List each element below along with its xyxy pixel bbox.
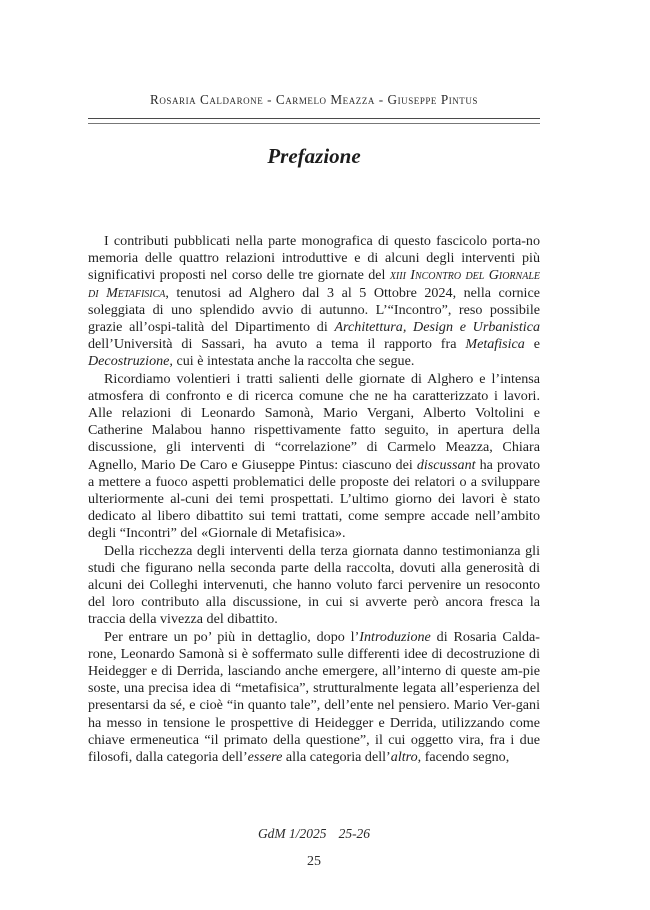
page-title: Prefazione (267, 144, 361, 168)
p4-emphasis-introduzione: Introduzione (359, 628, 431, 645)
p1-text-3: dell’Università di Sassari, ha avuto a tema il rapporto fra (88, 336, 466, 353)
journal-citation (88, 826, 540, 842)
p2-text-2: ha provato a mettere a fuoco aspetti problematici delle proposte dei relatori o a sviluppare ulteriormente al-cuni dei temi prospettati. L’ultimo giorno dei lavori è stato dedicato al libero dibattito sui temi trattati, come sempre accade nell’ambito degli “Incontri” del «Giornale di Metafisica». (88, 456, 540, 542)
p4-emphasis-essere: essere (247, 749, 283, 766)
header-rule-bottom (88, 123, 540, 124)
body-text (88, 233, 540, 766)
p1-text-4: e (524, 336, 540, 353)
p2-emphasis-discussant: discussant (416, 456, 476, 473)
p4-text-4: , facendo segno, (417, 749, 510, 766)
p4-text-1: Per entrare un po’ più in dettaglio, dopo l’ (104, 628, 360, 645)
p3-text-1: Della ricchezza degli interventi della terza giornata danno testimonianza gli studi che figurano nella seconda parte della raccolta, dovuti alla generosità di alcuni dei Colleghi intervenuti, che hanno voluto farci pervenire un resoconto del loro contributo alla discussione, in cui si avverte però ancora fresca la traccia della vivezza del dibattito. (88, 542, 540, 628)
page-number: 25 (307, 854, 321, 869)
p4-text-2: di Rosaria Calda-rone, Leonardo Samonà si è soffermato sulle differenti idee di decostruzione di Heidegger e di Derrida, lasciando anche emergere, all’interno di queste am-pie soste, una precisa idea di “metafisica”, strutturalmente legata all’esperienza del presentarsi da sé, e cioè “in quanto tale”, dell’ente nel pensiero. Mario Ver-gani ha messo in tensione le prospettive di Heidegger e Derrida, utilizzando come chiave ermeneutica “il primato della questione”, il cui oggetto vira, fra i due filosofi, dalla categoria dell’ (88, 628, 541, 766)
p2-text-1: Ricordiamo volentieri i tratti salienti delle giornate di Alghero e l’intensa atmosfera di confronto e di ricerca comune che ne ha caratterizzato i lavori. Alle relazioni di Leonardo Samonà, Mario Vergani, Alberto Voltolini e Catherine Malabou hanno rispettivamente fatto seguito, in apertura della discussione, gli interventi di “correlazione” di Carmelo Meazza, Chiara Agnello, Mario De Caro e Giuseppe Pintus: ciascuno dei (88, 370, 540, 473)
p4-text-3: alla categoria dell’ (282, 749, 391, 766)
paragraph-3 (88, 543, 540, 629)
p1-emphasis-dipartimento: Architettura, Design e Urbanistica (334, 319, 540, 336)
journal-pages: 25-26 (338, 826, 371, 841)
paragraph-2 (88, 371, 540, 543)
p1-emphasis-metafisica: Metafisica (465, 336, 525, 353)
p1-text-1: I contributi pubblicati nella parte monografica di questo fascicolo porta-no memoria delle quattro relazioni introduttive e di alcuni degli interventi più significativi proposti nel corso delle tre giornate del (88, 233, 540, 284)
paragraph-4 (88, 629, 540, 767)
p1-text-2: , tenutosi ad Alghero dal 3 al 5 Ottobre 2024, nella cornice soleggiata di uno splendido avvio di autunno. L’“Incontro”, reso possibile grazie all’ospi-talità del Dipartimento di (88, 284, 540, 336)
p1-text-5: cui è intestata anche la raccolta che segue. (172, 353, 415, 370)
p1-emphasis-incontro: xiii Incontro del Giornale di Metafisica (88, 267, 540, 301)
journal-issue: GdM 1/2025 (257, 826, 327, 841)
running-head-authors: Rosaria Caldarone - Carmelo Meazza - Giuseppe Pintus (150, 92, 478, 107)
p1-emphasis-decostruzione: Decostruzione, (88, 353, 173, 370)
header-rule-top (88, 118, 540, 119)
p4-emphasis-altro: altro (390, 749, 418, 766)
paragraph-1 (88, 233, 540, 371)
